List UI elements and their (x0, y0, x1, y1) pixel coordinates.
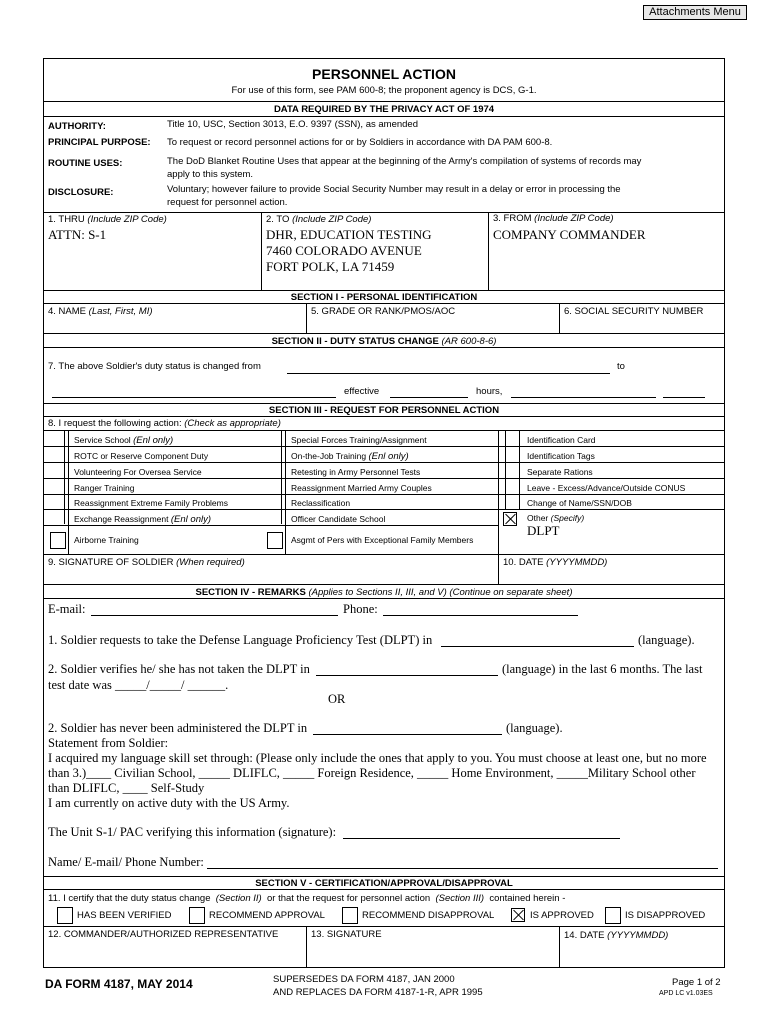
to-field-line2[interactable]: 7460 COLORADO AVENUE (266, 243, 422, 258)
divider (43, 584, 725, 585)
to-word: to (617, 361, 625, 372)
page-number: Page 1 of 2 (672, 977, 721, 988)
from-field[interactable]: COMPANY COMMANDER (493, 227, 646, 242)
from-status-field[interactable] (287, 373, 610, 374)
purpose-label: PRINCIPAL PURPOSE: (48, 137, 151, 148)
divider (43, 290, 725, 291)
effective-word: effective (344, 386, 380, 397)
item11-text: 11. I certify that the duty status change (Section II) or that the request for personnel action (Section III) contained herein - (48, 893, 566, 904)
name-label[interactable]: 4. NAME (Last, First, MI) (48, 306, 153, 317)
divider (43, 212, 725, 213)
divider (43, 430, 725, 431)
to-label: 2. TO (Include ZIP Code) (266, 214, 372, 225)
divider (43, 889, 725, 890)
option-airborne: Airborne Training (74, 535, 139, 545)
section5-heading: SECTION V - CERTIFICATION/APPROVAL/DISAPPROVAL (255, 878, 513, 889)
divider (519, 430, 520, 509)
grade-label[interactable]: 5. GRADE OR RANK/PMOS/AOC (311, 306, 456, 317)
divider (488, 212, 489, 290)
divider (559, 926, 560, 968)
hours-extra-field[interactable] (663, 397, 705, 398)
option-special-forces[interactable]: Special Forces Training/Assignment (291, 435, 427, 445)
divider (43, 462, 725, 463)
hours-word: hours, (476, 386, 503, 397)
divider (261, 212, 262, 290)
divider (43, 876, 725, 877)
commander-label[interactable]: 12. COMMANDER/AUTHORIZED REPRESENTATIVE (48, 929, 279, 940)
remark-3-language-field[interactable] (313, 734, 502, 735)
soldier-date-label[interactable]: 10. DATE (YYYYMMDD) (503, 557, 608, 568)
skill-text-1: I acquired my language skill set through: (Please only include the ones that apply to you. You must choose at least one, but no more (48, 751, 707, 765)
email-field[interactable] (91, 615, 338, 616)
hours-field[interactable] (511, 397, 656, 398)
divider (43, 554, 725, 555)
signature-label[interactable]: 13. SIGNATURE (311, 929, 382, 940)
remark-2-language-field[interactable] (316, 675, 498, 676)
option-id-tags[interactable]: Identification Tags (527, 451, 595, 461)
divider (43, 333, 725, 334)
option-retesting[interactable]: Retesting in Army Personnel Tests (291, 467, 421, 477)
remark-3-suffix: (language). (506, 721, 563, 735)
ssn-label[interactable]: 6. SOCIAL SECURITY NUMBER (564, 306, 704, 317)
recommend-disapproval-checkbox[interactable] (342, 907, 358, 924)
soldier-signature-label[interactable]: 9. SIGNATURE OF SOLDIER (When required) (48, 557, 245, 568)
privacy-heading: DATA REQUIRED BY THE PRIVACY ACT OF 1974 (273, 104, 495, 115)
version: APD LC v1.03ES (659, 990, 713, 997)
disclosure-text-2: request for personnel action. (167, 197, 288, 208)
is-disapproved-label: IS DISAPPROVED (625, 910, 706, 921)
efmp-checkbox[interactable] (267, 532, 283, 549)
other-field[interactable]: DLPT (527, 523, 560, 538)
unit-verify-label: The Unit S-1/ PAC verifying this information (signature): (48, 825, 337, 839)
divider (43, 509, 725, 510)
option-id-card[interactable]: Identification Card (527, 435, 596, 445)
divider (68, 430, 69, 554)
divider (505, 430, 506, 509)
section2-heading: SECTION II - DUTY STATUS CHANGE (AR 600-8-6) (271, 336, 497, 347)
remark-1-text: 1. Soldier requests to take the Defense Language Proficiency Test (DLPT) in (48, 633, 433, 647)
divider (43, 347, 725, 348)
divider (43, 403, 725, 404)
has-been-verified-checkbox[interactable] (57, 907, 73, 924)
attachments-menu-button[interactable]: Attachments Menu (643, 5, 747, 20)
recommend-approval-label: RECOMMEND APPROVAL (209, 910, 325, 921)
active-duty-text: I am currently on active duty with the US Army. (48, 796, 290, 810)
approval-date-label[interactable]: 14. DATE (YYYYMMDD) (564, 930, 669, 941)
divider (306, 303, 307, 333)
is-disapproved-checkbox[interactable] (605, 907, 621, 924)
divider (43, 101, 725, 102)
to-status-field[interactable] (52, 397, 336, 398)
divider (306, 926, 307, 968)
form-id: DA FORM 4187, MAY 2014 (45, 977, 193, 991)
supersedes-line-1: SUPERSEDES DA FORM 4187, JAN 2000 (273, 974, 455, 985)
from-label: 3. FROM (Include ZIP Code) (493, 213, 614, 224)
supersedes-line-2: AND REPLACES DA FORM 4187-1-R, APR 1995 (273, 987, 483, 998)
disclosure-label: DISCLOSURE: (48, 187, 114, 198)
is-approved-label: IS APPROVED (530, 910, 594, 921)
disclosure-text-1: Voluntary; however failure to provide Social Security Number may result in a delay or error in processing the (167, 184, 621, 195)
contact-field[interactable] (207, 868, 718, 869)
contact-label: Name/ E-mail/ Phone Number: (48, 855, 204, 869)
routine-text-2: apply to this system. (167, 169, 254, 180)
remark-3-text: 2. Soldier has never been administered the DLPT in (48, 721, 308, 735)
statement-label: Statement from Soldier: (48, 736, 169, 750)
authority-label: AUTHORITY: (48, 121, 106, 132)
effective-date-field[interactable] (390, 397, 468, 398)
unit-signature-field[interactable] (343, 838, 620, 839)
duty-status-text: 7. The above Soldier's duty status is changed from (48, 361, 261, 372)
phone-field[interactable] (383, 615, 578, 616)
divider (43, 478, 725, 479)
section3-heading: SECTION III - REQUEST FOR PERSONNEL ACTION (268, 405, 500, 416)
divider (43, 116, 725, 117)
or-word: OR (328, 692, 346, 706)
form-title: PERSONNEL ACTION (312, 66, 456, 82)
to-field-line1[interactable]: DHR, EDUCATION TESTING (266, 227, 432, 242)
divider (43, 303, 725, 304)
routine-text-1: The DoD Blanket Routine Uses that appear at the beginning of the Army's compilation of systems of records may (167, 156, 642, 167)
routine-label: ROUTINE USES: (48, 158, 123, 169)
option-efmp: Asgmt of Pers with Exceptional Family Members (291, 535, 474, 545)
is-approved-checkbox[interactable] (511, 908, 525, 922)
option-ocs[interactable]: Officer Candidate School (291, 514, 386, 524)
remark-1-language-field[interactable] (441, 646, 634, 647)
divider (498, 430, 499, 584)
option-married-couples[interactable]: Reassignment Married Army Couples (291, 483, 432, 493)
divider (43, 446, 725, 447)
divider (43, 926, 725, 927)
skill-text-3[interactable]: than DLIFLC, ____ Self-Study (48, 781, 205, 795)
airborne-checkbox[interactable] (50, 532, 66, 549)
item8-label: 8. I request the following action: (Check as appropriate) (48, 418, 281, 429)
remark-2-date[interactable]: test date was _____/_____/ ______. (48, 678, 229, 692)
option-ranger[interactable]: Ranger Training (74, 483, 135, 493)
option-rotc[interactable]: ROTC or Reserve Component Duty (74, 451, 209, 461)
option-reclassification[interactable]: Reclassification (291, 498, 351, 508)
option-service-school[interactable]: Service School (Enl only) (74, 435, 174, 446)
option-leave[interactable]: Leave - Excess/Advance/Outside CONUS (527, 483, 686, 493)
option-ojt[interactable]: On-the-Job Training (Enl only) (291, 451, 409, 462)
has-been-verified-label: HAS BEEN VERIFIED (77, 910, 172, 921)
recommend-disapproval-label: RECOMMEND DISAPPROVAL (362, 910, 495, 921)
remark-2-suffix: (language) in the last 6 months. The last (502, 662, 703, 676)
option-oversea[interactable]: Volunteering For Oversea Service (74, 467, 202, 477)
phone-label: Phone: (343, 602, 378, 616)
section4-heading: SECTION IV - REMARKS (Applies to Sections II, III, and V) (Continue on separate sheet) (195, 587, 573, 598)
option-exchange[interactable]: Exchange Reassignment (Enl only) (74, 514, 212, 525)
form-subtitle: For use of this form, see PAM 600-8; the proponent agency is DCS, G-1. (231, 85, 537, 96)
divider (285, 430, 286, 554)
divider (43, 416, 725, 417)
option-other: Other (Specify) (527, 513, 585, 523)
divider (559, 303, 560, 333)
remark-2-text: 2. Soldier verifies he/ she has not taken the DLPT in (48, 662, 310, 676)
thru-field[interactable]: ATTN: S-1 (48, 227, 107, 242)
divider (43, 494, 725, 495)
other-checkbox[interactable] (503, 512, 517, 526)
thru-label: 1. THRU (Include ZIP Code) (48, 214, 167, 225)
authority-text: Title 10, USC, Section 3013, E.O. 9397 (SSN), as amended (167, 119, 418, 130)
option-name-change[interactable]: Change of Name/SSN/DOB (527, 498, 632, 508)
option-rations[interactable]: Separate Rations (527, 467, 593, 477)
section1-heading: SECTION I - PERSONAL IDENTIFICATION (290, 292, 478, 303)
divider (43, 525, 498, 526)
remark-1-suffix: (language). (638, 633, 695, 647)
to-field-line3[interactable]: FORT POLK, LA 71459 (266, 259, 395, 274)
skill-text-2[interactable]: than 3.)____ Civilian School, _____ DLIFLC, _____ Foreign Residence, _____ Home Environment, _____Military School other (48, 766, 696, 780)
option-extreme-family[interactable]: Reassignment Extreme Family Problems (74, 498, 228, 508)
purpose-text: To request or record personnel actions for or by Soldiers in accordance with DA PAM 600-8. (167, 137, 553, 148)
divider (43, 598, 725, 599)
email-label: E-mail: (48, 602, 86, 616)
recommend-approval-checkbox[interactable] (189, 907, 205, 924)
